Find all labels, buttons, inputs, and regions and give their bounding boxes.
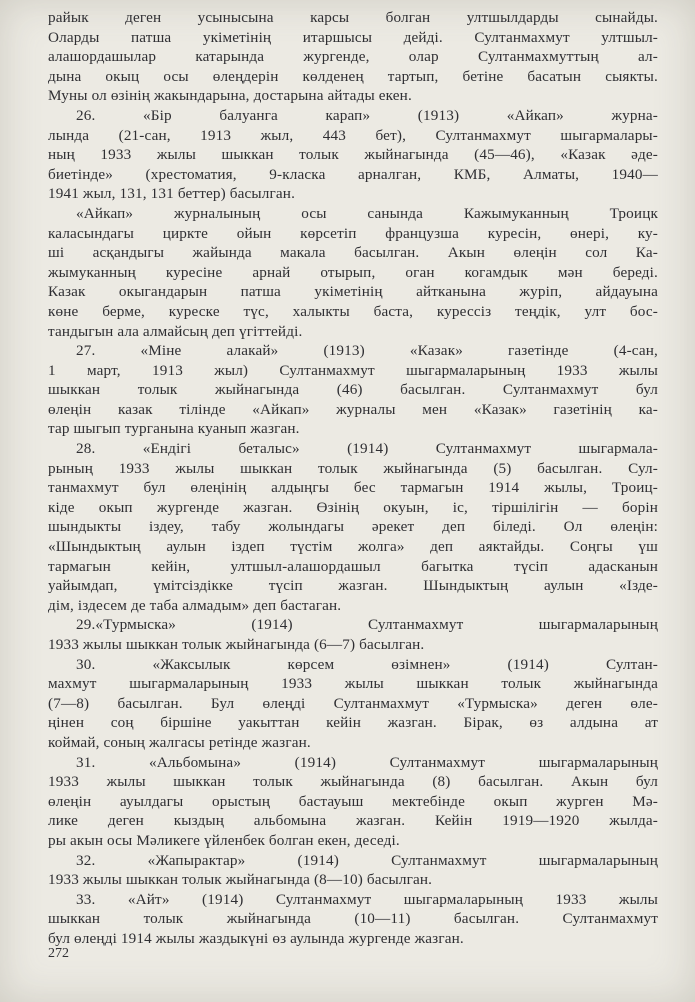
text-line: көне берме, куреске түс, халыкты баста, курессіз теңдік, улт бос-: [48, 302, 658, 320]
text-line: рының 1933 жылы шыккан толык жыйнагында (5) басылган. Сул-: [48, 459, 658, 477]
text-line: Муны ол өзінің жакындарына, достарына айтады екен.: [48, 87, 412, 105]
text-line: дына окыц осы өлеңдерін көлденең тартып, бетіне басатын сыякты.: [48, 67, 658, 85]
text-line: ры акын осы Мәликеге үйленбек болган екен, деседі.: [48, 831, 400, 849]
text-line: 30. «Жаксылык көрсем өзімнен» (1914) Султан-: [76, 655, 658, 673]
text-line: 31. «Альбомына» (1914) Султанмахмут шыгармаларының: [76, 753, 658, 771]
text-line: 1 март, 1913 жыл) Султанмахмут шыгармаларының 1933 жылы: [48, 361, 658, 379]
text-line: дім, іздесем де таба алмадым» деп бастаган.: [48, 596, 342, 614]
text-line: тандыгын ала алмайсың деп үгіттейді.: [48, 322, 303, 340]
text-line: бул өлеңді 1914 жылы жаздыкүні өз аулында жургенде жазган.: [48, 929, 464, 947]
text-line: «Айкап» журналының осы санында Кажымуканның Троицк: [76, 204, 658, 222]
text-line: алашордашылар катарында жургенде, олар Султанмахмуттың ал-: [48, 48, 658, 66]
text-line: жымуканның куресіне арнай отырып, оган когамдык мән береді.: [48, 263, 658, 281]
text-line: ның 1933 жылы шыккан толык жыйнагында (45—46), «Казак әде-: [48, 146, 658, 164]
text-line: уайымдап, үмітсіздікке түсіп жазган. Шындыктың аулын «Ізде-: [48, 577, 658, 595]
text-line: 1941 жыл, 131, 131 беттер) басылган.: [48, 185, 296, 203]
text-line: лында (21-сан, 1913 жыл, 443 бет), Султанмахмут шыгармалары-: [48, 126, 658, 144]
text-line: 27. «Міне алакай» (1913) «Казак» газетінде (4-сан,: [76, 342, 658, 360]
text-line: лике деген кыздың альбомына жазган. Кейін 1919—1920 жылда-: [48, 812, 658, 830]
text-line: шыккан толык жыйнагында (46) басылган. Султанмахмут бул: [48, 381, 658, 399]
text-line: кіде окып жургенде жазган. Өзінің окуын, іс, тіршілігін — борін: [48, 498, 658, 516]
text-line: шыккан толык жыйнагында (10—11) басылган. Султанмахмут: [48, 910, 658, 928]
text-line: ші асқандыгы жайында макала басылган. Акын өлеңін сол Ка-: [48, 244, 658, 262]
text-line: танмахмут бул өлеңінің алдыңгы бес тармагын 1914 жылы, Троиц-: [48, 479, 658, 497]
text-line: 32. «Жапырактар» (1914) Султанмахмут шыгармаларының: [76, 851, 658, 869]
text-line: биетінде» (хрестоматия, 9-класка арналган, КМБ, Алматы, 1940—: [48, 165, 658, 183]
body-text: [48, 8, 658, 949]
text-line: шындыкты іздеу, табу жолындагы әрекет деп біледі. Ол өлеңін:: [48, 518, 658, 536]
text-line: 1933 жылы шыккан толык жыйнагында (8) басылган. Акын бул: [48, 773, 658, 791]
text-line: тармагын кейін, ултшыл-алашордашыл багытка түсіп адасканын: [48, 557, 658, 575]
text-line: (7—8) басылган. Бул өлеңді Султанмахмут «Турмыска» деген өле-: [48, 694, 658, 712]
text-line: 26. «Бір балуанга карап» (1913) «Айкап» журна-: [76, 106, 658, 124]
text-line: 28. «Ендігі беталыс» (1914) Султанмахмут шыгармала-: [76, 440, 658, 458]
text-line: коймай, соның жалгасы ретінде жазган.: [48, 733, 311, 751]
text-line: 1933 жылы шыккан толык жыйнагында (8—10) басылган.: [48, 871, 433, 889]
text-line: райык деген усынысына карсы болган ултшылдарды сынайды.: [48, 9, 658, 26]
text-line: 1933 жылы шыккан толык жыйнагында (6—7) басылган.: [48, 636, 425, 653]
text-line: ңінен соң біршіне уакыттан кейін жазган. Бірак, өз алдына ат: [48, 714, 658, 732]
text-line: Казак окыгандарын патша укіметінің айтканына журіп, айдауына: [48, 283, 658, 301]
text-line: өлеңін ауылдагы орыстың бастауыш мектебінде окып журген Мә-: [48, 792, 658, 810]
text-line: каласындагы циркте ойын көрсетіп французша куресін, өнері, ку-: [48, 224, 658, 242]
text-line: «Шындыктың аулын іздеп түстім жолга» деп аяктайды. Соңгы үш: [48, 538, 658, 556]
text-line: 29.«Турмыска» (1914) Султанмахмут шыгармаларының: [76, 616, 658, 634]
text-line: өлеңін казак тілінде «Айкап» журналы мен «Казак» газетінің ка-: [48, 400, 658, 418]
page-number: 272: [48, 946, 69, 961]
text-line: 33. «Айт» (1914) Султанмахмут шыгармаларының 1933 жылы: [76, 890, 658, 908]
text-line: Оларды патша укіметінің итаршысы дейді. Султанмахмут ултшыл-: [48, 28, 658, 46]
text-line: махмут шыгармаларының 1933 жылы шыккан толык жыйнагында: [48, 675, 658, 693]
text-line: тар шыгып турганына куанып жазган.: [48, 420, 300, 438]
